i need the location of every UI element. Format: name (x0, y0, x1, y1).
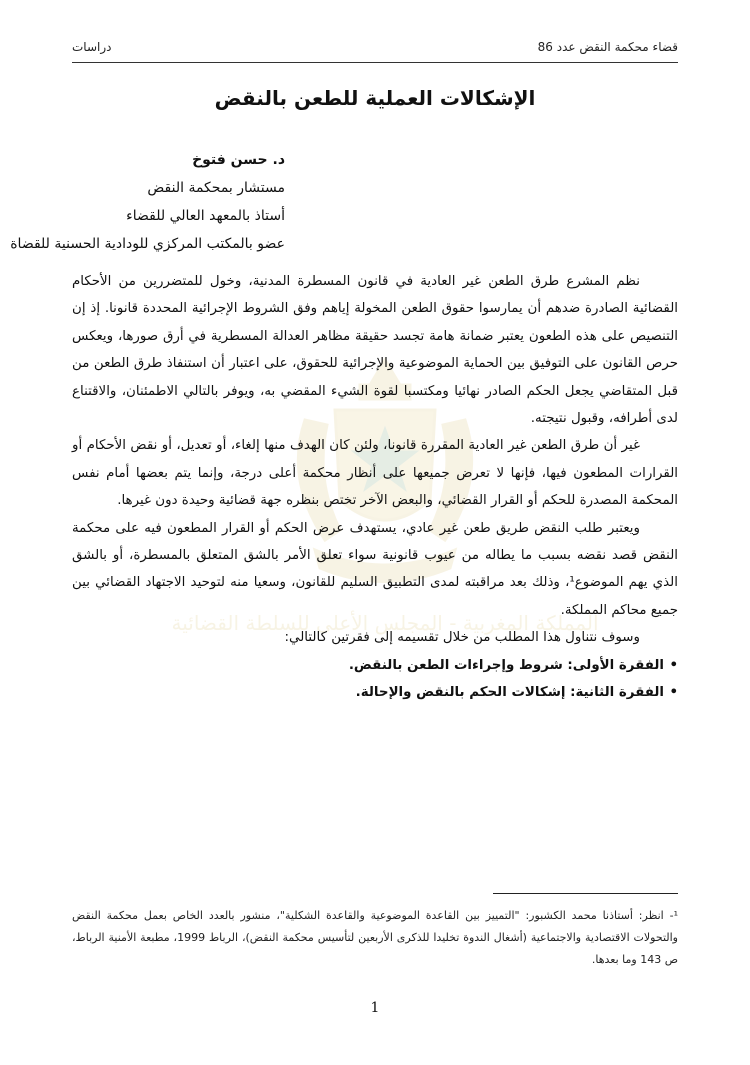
body-paragraph: وسوف نتناول هذا المطلب من خلال تقسيمه إلى فقرتين كالتالي: (284, 630, 640, 646)
journal-header: قضاء محكمة النقض عدد 86 (537, 40, 678, 54)
section-header: دراسات (72, 40, 112, 54)
body-paragraph: ويعتبر طلب النقض طريق طعن غير عادي، يستهدف عرض الحكم أو القرار المطعون فيه على محكمة النقض قصد نقضه بسبب ما يطاله من عيوب قانونية سواء تعلق الأمر بالشق المتعلق بالمسطرة، أو بالشق الذي يهم الموضوع¹، وذلك بعد مراقبته لمدى التطبيق السليم للقانون، وسعيا منه لتوحيد الاجتهاد القضائي بين جميع محاكم المملكة. (72, 520, 678, 618)
body-paragraph: غير أن طرق الطعن غير العادية المقررة قانونا، ولئن كان الهدف منها إلغاء، أو تعديل، أو نقض الأحكام أو القرارات المطعون فيها، فإنها لا تعرض جميعها على أنظار محكمة أعلى درجة، وإنما يتم بعضها أمام نفس المحكمة المصدرة للحكم أو القرار القضائي، والبعض الآخر تختص بنظره جهة قضائية وحيدة دون غيرها. (72, 438, 678, 509)
watermark-text: المملكة المغربية - المجلس الأعلى للسلطة القضائية (171, 611, 599, 635)
section-outline (72, 652, 678, 707)
author-name: د. حسن فتوخ (192, 152, 285, 168)
author-block (10, 146, 285, 258)
footnote-divider (493, 893, 678, 894)
outline-item: • الفقرة الثانية: إشكالات الحكم بالنقض والإحالة. (72, 679, 678, 706)
author-role: مستشار بمحكمة النقض (147, 180, 285, 196)
author-role: أستاذ بالمعهد العالي للقضاء (126, 208, 285, 224)
footnote: ¹- انظر: أستاذنا محمد الكشبور: "التمييز بين القاعدة الموضوعية والقاعدة الشكلية"، منشور بالعدد الخاص بعمل محكمة النقض والتحولات الاقتصادية والاجتماعية (أشغال الندوة تخليدا للذكرى الأربعين لتأسيس محكمة النقض)، الرباط 1999، مطبعة الأمنية الرباط، ص 143 وما بعدها. (72, 909, 678, 966)
article-body (72, 268, 678, 707)
body-paragraph: نظم المشرع طرق الطعن غير العادية في قانون المسطرة المدنية، وخول للمتضررين من الأحكام القضائية الصادرة ضدهم أن يمارسوا حقوق الطعن المخولة إياهم وفق الشروط الإجرائية المحددة قانونا. إذ إن التنصيص على هذه الطعون يعتبر ضمانة هامة تجسد حقيقة مظاهر العدالة المسطرية في أرق صورها، ويعكس حرص القانون على التوفيق بين الحماية الموضوعية والإجرائية للحقوق، على اعتبار أن استنفاذ طرق الطعن من قبل المتقاضي يجعل الحكم الصادر نهائيا ومكتسبا لقوة الشيء المقضي به، ويوفر بالتالي الاطمئنان، والاقتناع لدى أطرافه، وقبول نتيجته. (72, 274, 678, 427)
page-title: الإشكالات العملية للطعن بالنقض (214, 86, 536, 110)
header-divider (72, 62, 678, 63)
author-role: عضو بالمكتب المركزي للودادية الحسنية للقضاة (10, 236, 285, 252)
page-number: 1 (370, 1000, 380, 1016)
outline-item: • الفقرة الأولى: شروط وإجراءات الطعن بالنقض. (72, 652, 678, 679)
